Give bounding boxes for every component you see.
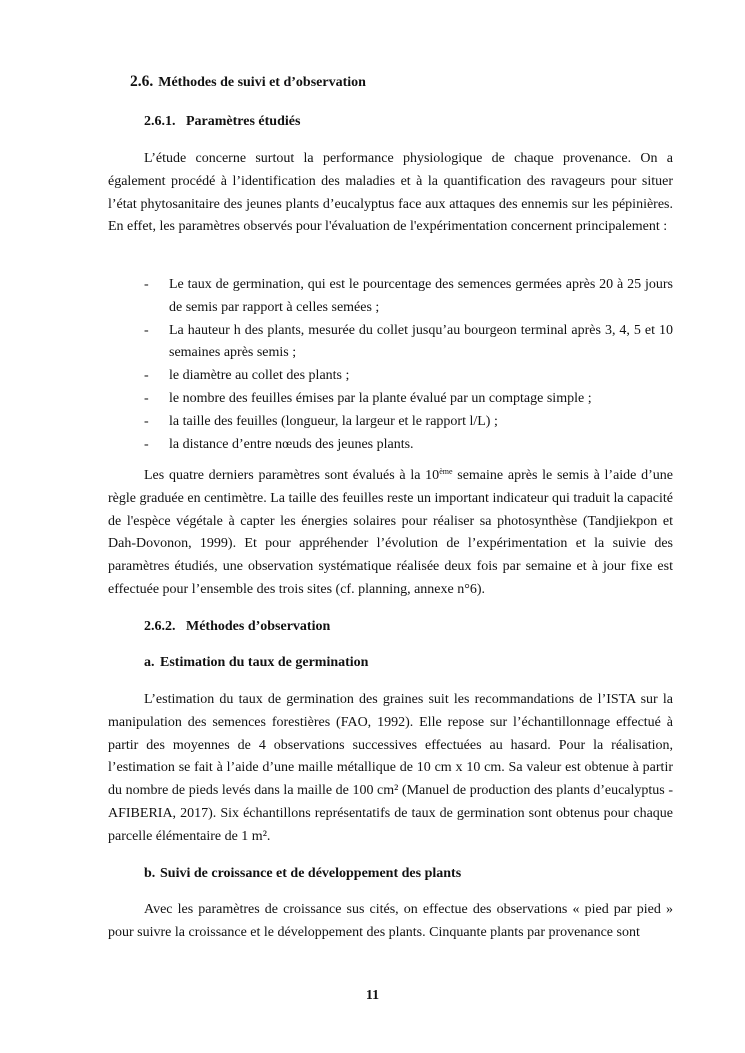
list-dash: - xyxy=(144,390,149,406)
list-dash: - xyxy=(144,413,149,429)
list-item xyxy=(144,434,673,457)
list-dash: - xyxy=(144,277,149,292)
section-heading xyxy=(130,73,366,91)
subsection-number: 2.6.2. xyxy=(144,619,176,634)
list-item-text: la distance d’entre nœuds des jeunes plants. xyxy=(169,436,414,452)
heading-germination-rate xyxy=(144,655,368,671)
list-item xyxy=(144,411,673,434)
paragraph-study-intro: L’étude concerne surtout la performance physiologique de chaque provenance. On a également procédé à l’identification des maladies et à la quantification des ravageurs pour situer l’état phytosanitaire des jeunes plants d’eucalyptus face aux attaques des ennemis sur les pépinières. En effet, les paramètres observés pour l'évaluation de l'expérimentation concernent principalement : xyxy=(108,151,673,235)
section-number: 2.6. xyxy=(130,73,154,90)
subsection-number: 2.6.1. xyxy=(144,114,176,129)
paragraph-text: Les quatre derniers paramètres sont évalués à la 10 xyxy=(144,468,440,483)
heading-title: Suivi de croissance et de développement des plants xyxy=(160,866,462,881)
paragraph-growth-observations: Avec les paramètres de croissance sus cités, on effectue des observations « pied par pied » pour suivre la croissance et le développement des plants. Cinquante plants par provenance sont xyxy=(108,902,673,940)
paragraph-text: semaine après le semis à l’aide d’une règle graduée en centimètre. La taille des feuilles reste un important indicateur qui traduit la capacité de l'espèce végétale à capter les énergies solaires pour réaliser sa photosynthèse (Tandjiekpon et Dah-Dovonon, 1999). Et pour appréhender l’évolution de l’expérimentation et la suivie des paramètres étudiés, une observation systématique réalisée deux fois par semaine et à jour fixe est effectuée pour l’ensemble des trois sites (cf. planning, annexe n°6). xyxy=(108,468,674,597)
section-title: Méthodes de suivi et d’observation xyxy=(158,75,366,90)
paragraph-parameters-evaluation xyxy=(108,465,673,602)
heading-letter: a. xyxy=(144,655,155,670)
subsection-heading-observation xyxy=(144,619,330,635)
list-dash: - xyxy=(144,436,149,452)
list-item xyxy=(144,365,673,388)
list-item-text: La hauteur h des plants, mesurée du collet jusqu’au bourgeon terminal après 3, 4, 5 et 10 semaines après semis ; xyxy=(169,322,673,361)
list-item xyxy=(144,320,673,366)
list-item xyxy=(144,274,673,320)
list-item-text: le diamètre au collet des plants ; xyxy=(169,368,350,384)
heading-title: Estimation du taux de germination xyxy=(160,655,369,670)
list-item-text: Le taux de germination, qui est le pourcentage des semences germées après 20 à 25 jours de semis par rapport à celles semées ; xyxy=(169,277,673,315)
heading-growth-monitoring xyxy=(144,866,461,882)
subsection-title: Paramètres étudiés xyxy=(186,114,301,129)
heading-letter: b. xyxy=(144,866,156,881)
list-dash: - xyxy=(144,368,149,384)
list-dash: - xyxy=(144,322,149,338)
paragraph-germination-method: L’estimation du taux de germination des graines suit les recommandations de l’ISTA sur la manipulation des semences forestières (FAO, 1992). Elle repose sur l’échantillonnage effectué à partir des moyennes de 4 observations successives effectuées au hasard. Pour la réalisation, l’estimation se fait à l’aide d’une maille métallique de 10 cm x 10 cm. Sa valeur est obtenue à partir du nombre de pieds levés dans la maille de 100 cm² (Manuel de production des plants d’eucalyptus - AFIBERIA, 2017). Six échantillons représentatifs de taux de germination sont obtenus pour chaque parcelle élémentaire de 1 m². xyxy=(108,692,673,844)
list-item-text: la taille des feuilles (longueur, la largeur et le rapport l/L) ; xyxy=(169,413,498,429)
parameters-list xyxy=(144,274,673,456)
superscript-eme: ème xyxy=(439,467,453,476)
list-item xyxy=(144,388,673,411)
list-item-text: le nombre des feuilles émises par la plante évalué par un comptage simple ; xyxy=(169,390,592,406)
subsection-title: Méthodes d’observation xyxy=(186,619,331,634)
subsection-heading-parameters xyxy=(144,114,300,130)
page-number: 11 xyxy=(365,988,380,1003)
